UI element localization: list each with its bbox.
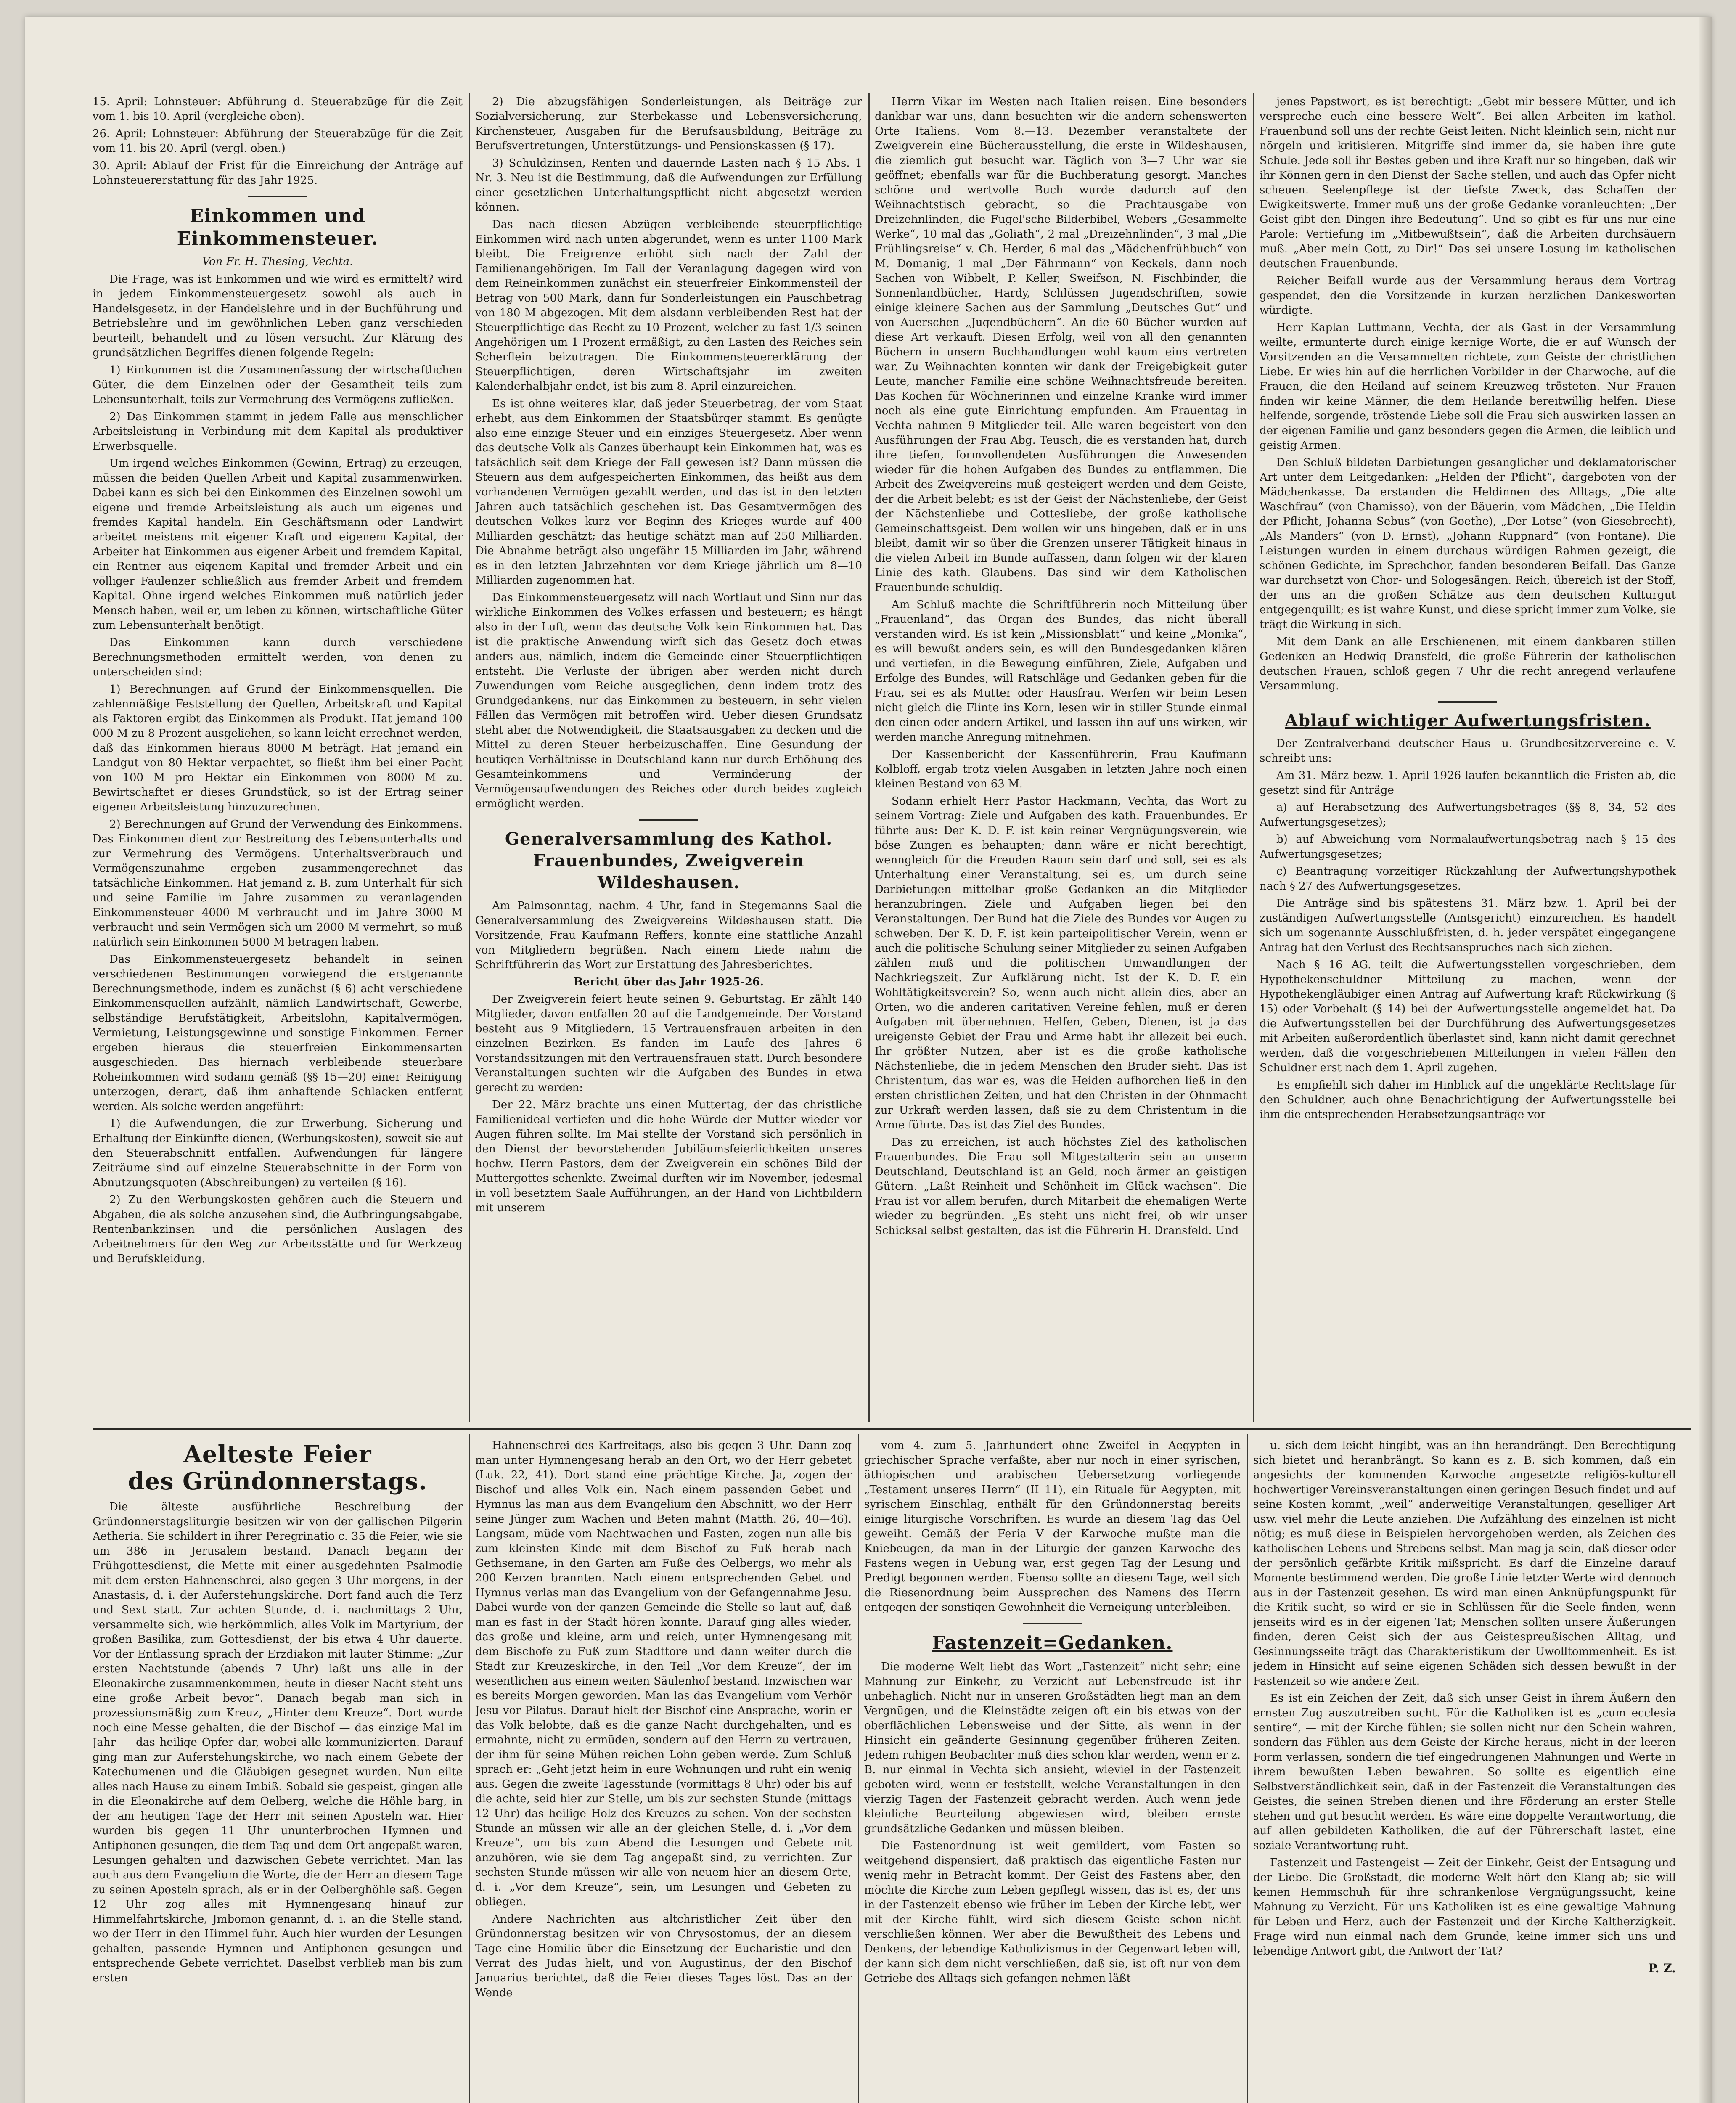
column-rule [858, 1434, 859, 2103]
article-paragraph: b) auf Abweichung vom Normalaufwertungsbetrag nach § 15 des Aufwertungsgesetzes; [1260, 833, 1676, 861]
column-4-top [1260, 95, 1676, 1424]
column-rule [1253, 93, 1254, 1422]
article-paragraph: Andere Nachrichten aus altchristlicher Zeit über den Gründonnerstag besitzen wir von Chrysostomus, der an diesem Tage eine Homilie über die Einsetzung der Eucharistie und den Verrat des Judas hielt, und von Augustinus, der den Bischof Januarius berichtet, daß die Feier dieses Tages löst. Das an der Wende [475, 1913, 852, 1999]
column-2-bottom [475, 1438, 852, 2103]
article-title: Ablauf wichtiger Aufwertungsfristen. [1285, 711, 1651, 731]
article-paragraph: Am Schluß machte die Schriftführerin noch Mitteilung über „Frauenland“, das Organ des Bundes, das nicht überall verstanden wird. Es ist kein „Missionsblatt“ und keine „Monika“, es will bewußt anders sein, es will den Bundesgedanken klären und vertiefen, in die Bewegung einführen, Ziele, Aufgaben und Erfolge des Bundes, will Ratschläge und Gedanken geben für die Frau, sei es als Mutter oder Hausfrau. Werfen wir beim Lesen nicht gleich die Flinte ins Korn, lesen wir in stiller Stunde einmal den einen oder andern Artikel, und lassen ihn auf uns wirken, wir werden manche Anregung mitnehmen. [875, 599, 1247, 744]
article-paragraph: Der 22. März brachte uns einen Muttertag, der das christliche Familienideal vertiefen und die hohe Würde der Mutter wieder vor Augen führen sollte. Im Mai stellte der Vorstand sich persönlich in den Dienst der bevorstehenden Jubiläumsfeierlichkeiten unseres hochw. Herrn Pastors, dem der Zweigverein ein schönes Bild der Muttergottes schenkte. Zweimal durften wir im November, jedesmal in voll besetztem Saale Aufführungen, an der Hand von Lichtbildern mit unserem [475, 1099, 862, 1214]
article-paragraph: Am Palmsonntag, nachm. 4 Uhr, fand in Stegemanns Saal die Generalversammlung des Zweigvereins Wildeshausen statt. Die Vorsitzende, Frau Kaufmann Reffers, konnte eine stattliche Anzahl von Mitgliedern begrüßen. Nach einem Liede nahm die Schriftführerin das Wort zur Erstattung des Jahresberichtes. [475, 900, 862, 971]
article-paragraph: c) Beantragung vorzeitiger Rückzahlung der Aufwertungshypothek nach § 27 des Aufwertungsgesetzes. [1260, 865, 1676, 893]
article-paragraph: Der Kassenbericht der Kassenführerin, Frau Kaufmann Kolbloff, ergab trotz vielen Ausgaben in letzten Jahre noch einen kleinen Bestand von 63 M. [875, 748, 1247, 790]
article-title: Generalversammlung des Kathol. Frauenbundes, Zweigverein Wildeshausen. [505, 829, 833, 893]
tax-date-item: 26. April: Lohnsteuer: Abführung der Steuerabzüge für die Zeit vom 11. bis 20. April (vergl. oben.) [93, 127, 463, 155]
article-paragraph: Das nach diesen Abzügen verbleibende steuerpflichtige Einkommen wird nach unten abgerundet, wenn es unter 1100 Mark bleibt. Die Freigrenze erhöht sich nach der Zahl der Familienangehörigen. Im Fall der Veranlagung dagegen wird von dem Reineinkommen zunächst ein steuerfreier Einkommensteil der Betrag von 500 Mark, dann für Sonderleistungen ein Pauschbetrag von 180 M abgezogen. Mit dem alsdann verbleibenden Rest hat der Steuerpflichtige das Recht zu 10 Prozent, welcher zu fast 1/3 seinen Angehörigen um 1 Prozent ermäßigt, zu den Lasten des Reiches sein Scherflein beizutragen. Die Einkommensteuererklärung der Steuerpflichtigen, deren Wirtschaftsjahr im zweiten Kalenderhalbjahr endet, ist bis zum 8. April einzureichen. [475, 218, 862, 393]
article-paragraph: Die moderne Welt liebt das Wort „Fastenzeit“ nicht sehr; eine Mahnung zur Einkehr, zu Verzicht auf Lebensfreude ist ihr unbehaglich. Nicht nur in unseren Großstädten liegt man an dem Vergnügen, und die Kleinstädte zeigen oft ein bis etwas von der oberflächlichen Lebensweise und der Sitte, als wenn in der Hinsicht ein geänderte Gesinnung gegenüber früheren Zeiten. Jedem ruhigen Beobachter muß dies schon klar werden, wenn er z. B. nur einmal in Vechta sich ansieht, wieviel in der Fastenzeit geboten wird, wenn er feststellt, welche Veranstaltungen in den vierzig Tagen der Fastenzeit gebracht werden. Auch wenn jede kleinliche Beurteilung abgewiesen wird, bleiben ernste grundsätzliche Gedanken und müssen bleiben. [864, 1661, 1241, 1835]
article-paragraph: Das Einkommensteuergesetz behandelt in seinen verschiedenen Bestimmungen vorwiegend die erstgenannte Berechnungsmethode, indem es zunächst (§ 6) acht verschiedene Einkommensquellen aufzählt, nämlich Landwirtschaft, Gewerbe, selbständige Berufstätigkeit, Arbeitslohn, Kapitalvermögen, Vermietung, Leistungsgewinne und sonstige Einkommen. Ferner ergeben hieraus die steuerfreien Einkommensarten ausgeschieden. Das hiernach verbleibende steuerbare Roheinkommen wird sodann gemäß (§§ 15—20) einer Reinigung unterzogen, derart, daß ihm anhaftende Schlacken entfernt werden. Als solche werden angeführt: [93, 953, 463, 1113]
column-rule [469, 93, 470, 1422]
article-paragraph: Reicher Beifall wurde aus der Versammlung heraus dem Vortrag gespendet, den die Vorsitzende in kurzen herzlichen Dankesworten würdigte. [1260, 275, 1676, 317]
article-paragraph: u. sich dem leicht hingibt, was an ihn herandrängt. Den Berechtigung sich bietet und heranbrängt. So kann es z. B. sich kommen, daß ein angesichts der kommenden Karwoche angesetzte religiös-kulturell hochwertiger Vereinsveranstaltungen einen geringen Besuch findet und auf seine Kosten kommt, „weil“ anderweitige Veranstaltungen, geselliger Art usw. viel mehr die Leute anziehen. Die Aufzählung des einzelnen ist nicht nötig; es muß diese in Beispielen hervorgehoben werden, als Zeichen des katholischen Lebens und Strebens selbst. Man mag ja sein, daß dieser oder der persönlich gefärbte Kritik mißspricht. Es darf die Einzelne darauf Momente bestimmend werden. Die große Linie letzter Werte wird dennoch aus in der Fastenzeit gesehen. Es wird man einen Anknüpfungspunkt für die Kritik sucht, so wird er sie in Schlüssen für die Seele finden, wenn jenseits wird es in der eigenen Tat; Menschen sollten unsere Äußerungen finden, deren Geist sich der aus Geistespreußischen Alltag, und Gesinnungsseite trägt das Charakteristikum der Uwolltommenheit. Es ist jedem in Hinsicht auf seine eigenen Schäden sich dessen bewußt in der Fastenzeit so wie andere Zeit. [1253, 1439, 1676, 1687]
article-paragraph: Herrn Vikar im Westen nach Italien reisen. Eine besonders dankbar war uns, dann besuchten wir die andern sehenswerten Orte Italiens. Vom 8.—13. Dezember veranstaltete der Zweigverein eine Bücherausstellung, die erste in Wildeshausen, die ziemlich gut besucht war. Täglich von 3—7 Uhr war sie geöffnet; ebenfalls war für die Buchberatung gesorgt. Manches schöne und wertvolle Buch wurde dadurch auf den Weihnachtstisch gebracht, so die Prachtausgabe von Dreizehnlinden, die Fugel'sche Bilderbibel, Webers „Gesammelte Werke“, 10 mal das „Goliath“, 2 mal „Dreizehnlinden“, 3 mal „Die Frühlingsreise“ v. Ch. Herder, 6 mal das „Mädchenfrühbuch“ von M. Domanig, 1 mal „Der Fährmann“ von Keckels, dann noch Sachen von Wibbelt, P. Keller, Sweifson, N. Fischbinder, die Sonnenlandbücher, Hardy, Schlüssen Jugendschriften, sowie einige kleinere Sachen aus der Sammlung „Deutsches Gut“ und von Auerschen „Jugendbüchern“. An die 60 Bücher wurden auf diese Art verkauft. Diesen Erfolg, weil von all den genannten Büchern in unsern Buchhandlungen wohl kaum eins vertreten war. Zu Weihnachten konnten wir dank der Freigebigkeit guter Leute, mancher Familie eine schöne Weihnachtsfreude bereiten. Das Kochen für Wöchnerinnen und einzelne Kranke wird immer noch als eine gute Einrichtung empfunden. Am Frauentag in Vechta nahmen 9 Mitglieder teil. Alle waren begeistert von den Ausführungen der Frau Abg. Teusch, die es verstanden hat, durch ihre tiefen, formvollendeten Ausführungen die Anwesenden wieder für die hohen Aufgaben des Bundes zu entflammen. Die Arbeit des Zweigvereins muß gesteigert werden und dem Geiste, der die Arbeit belebt; es ist der Geist der Nächstenliebe, der Geist der Nächstenliebe und Gottesliebe, der große katholische Gemeinschaftsgeist. Dem wollen wir uns hingeben, daß er in uns bleibt, damit wir so über die Grenzen unserer Tätigkeit hinaus in die vielen Arbeit im Bunde auffassen, dann folgen wir der klaren Linie des kath. Glaubens. Das sind wir dem Katholischen Frauenbunde schuldig. [875, 95, 1247, 594]
page-binding-edge [1699, 17, 1712, 2103]
article-paragraph: Herr Kaplan Luttmann, Vechta, der als Gast in der Versammlung weilte, ermunterte durch einige kernige Worte, die er auf Wunsch der Vorsitzenden an die Versammelten richtete, zum Geiste der christlichen Liebe. Er wies hin auf die herrlichen Vorbilder in der Charwoche, auf die Frauen, die den Heiland auf seinem Kreuzweg trösteten. Nur Frauen finden wir keine Männer, die dem Heilande bereitwillig helfen. Diese helfende, sorgende, tröstende Liebe soll die Frau sich auswirken lassen an der eigenen Familie und ganz besonders gegen die Armen, die leiblich und geistig Armen. [1260, 321, 1676, 452]
article-paragraph: Hahnenschrei des Karfreitags, also bis gegen 3 Uhr. Dann zog man unter Hymnengesang herab an den Ort, wo der Herr gebetet (Luk. 22, 41). Dort stand eine prächtige Kirche. Ja, zogen der Bischof und alles Volk ein. Nach einem passenden Gebet und Hymnus las man aus dem Evangelium den Abschnitt, wo der Herr seine Jünger zum Wachen und Beten mahnt (Matth. 26, 40—46). Langsam, müde vom Nachtwachen und Fasten, zogen nun alle bis zum kleinsten Kinde mit dem Bischof zu Fuß herab nach Gethsemane, in den Garten am Fuße des Oelbergs, wo mehr als 200 Kerzen brannten. Nach einem entsprechenden Gebet und Hymnus verlas man das Evangelium von der Gefangennahme Jesu. Dabei wurde von der ganzen Gemeinde die Stelle so laut auf, daß man es fast in der Stadt hören konnte. Darauf ging alles wieder, das große und kleine, arm und reich, unter Hymnengesang mit dem Bischofe zu Fuß zum Stadttore und dann weiter durch die Stadt zur Kreuzeskirche, in den Teil „Vor dem Kreuze“, der im wesentlichen aus einem weiten Säulenhof bestand. Inzwischen war es bereits Morgen geworden. Man las das Evangelium vom Verhör Jesu vor Pilatus. Darauf hielt der Bischof eine Ansprache, worin er das Volk belobte, daß es die ganze Nacht durchgehalten, und es ermahnte, nicht zu ermüden, sondern auf den Herrn zu vertrauen, der ihm für seine Mühen reichen Lohn geben werde. Zum Schluß sprach er: „Geht jetzt heim in eure Wohnungen und ruht ein wenig aus. Gegen die zweite Tagesstunde (vormittags 8 Uhr) oder bis auf die achte, seid hier zur Stelle, um bis zur sechsten Stunde (mittags 12 Uhr) das heilige Holz des Kreuzes zu sehen. Von der sechsten Stunde an müssen wir alle an der gleichen Stelle, d. i. „Vor dem Kreuze“, um bis zum Abend die Lesungen und Gebete mit anzuhören, wie sie dem Tag angepaßt sind, zu verrichten. Zur sechsten Stunde müssen wir alle von neuem hier an diesem Orte, d. i. „Vor dem Kreuze“, sein, um Lesungen und Gebeten zu obliegen. [475, 1439, 852, 1908]
article-paragraph: Das Einkommensteuergesetz will nach Wortlaut und Sinn nur das wirkliche Einkommen des Volkes erfassen und besteuern; es hängt also in der Luft, wenn das deutsche Volk kein Einkommen hat. Das ist die praktische Anwendung wirft sich das Gesetz doch etwas anders aus, nämlich, indem die Gemeinde einer Steuerpflichtigen entsteht. Die Verluste der übrigen aber werden nicht durch Zuwendungen vom Reiche ausgeglichen, denn indem trotz des Grundgedankens, nur das Einkommen zu besteuern, in sehr vielen Fällen das Vermögen mit betroffen wird. Ueber diesen Grundsatz steht aber die Notwendigkeit, die Staatsausgaben zu decken und die Mittel zu deren Steuer herbeizuschaffen. Eine Gesundung der heutigen Verhältnisse in Deutschland kann nur durch Erhöhung des Gesamteinkommens und Verminderung der Vermögensaufwendungen des Reiches oder durch beides zugleich ermöglicht werden. [475, 591, 862, 810]
article-paragraph: a) auf Herabsetzung des Aufwertungsbetrages (§§ 8, 34, 52 des Aufwertungsgesetzes); [1260, 801, 1676, 829]
article-paragraph: Am 31. März bezw. 1. April 1926 laufen bekanntlich die Fristen ab, die gesetzt sind für Anträge [1260, 769, 1676, 797]
article-paragraph: 1) Berechnungen auf Grund der Einkommensquellen. Die zahlenmäßige Feststellung der Quellen, Arbeitskraft und Kapital als Faktoren ergibt das Einkommen als Produkt. Hat jemand 100 000 M zu 8 Prozent ausgeliehen, so kann leicht errechnet werden, daß das Einkommen hieraus 8000 M beträgt. Hat jemand ein Landgut von 80 Hektar verpachtet, so fließt ihm bei einer Pacht von 100 M pro Hektar ein Einkommen von 8000 M zu. Bewirtschaftet er dieses Grundstück, so ist der Ertrag seiner eigenen Arbeitsleistung hinzuzurechnen. [93, 683, 463, 813]
separator [1438, 701, 1497, 703]
article-title: Fastenzeit=Gedanken. [932, 1632, 1173, 1654]
article-paragraph: Sodann erhielt Herr Pastor Hackmann, Vechta, das Wort zu seinem Vortrag: Ziele und Aufgaben des kath. Frauenbundes. Er führte aus: Der K. D. F. ist kein reiner Vergnügungsverein, wie böse Zungen es behaupten; dann wäre er nicht berechtigt, wenngleich für die Freuden Raum sein darf und soll, sei es als Unterhaltung einer Veranstaltung, sei es, um durch seine Darbietungen mittelbar große Gedanken an die Mitglieder heranzubringen. Ziele und Aufgaben liegen bei den Veranstaltungen. Der Bund hat die Ziele des Bundes vor Augen zu schweben. Der K. D. F. ist kein parteipolitischer Verein, wenn er auch die politische Schulung seiner Mitglieder zu seinen Aufgaben zählen muß und die politischen Umwandlungen der Nachkriegszeit. Zur Aufklärung nicht. Ist der K. D. F. ein Wohltätigkeitsverein? So, wenn auch nicht allein dies, aber an Orten, wo die anderen caritativen Vereine fehlen, muß er deren Aufgaben mit übernehmen. Helfen, Geben, Dienen, ist ja das ureigenste Gebiet der Frau und Arme habt ihr allezeit bei euch. Ihr größter Nutzen, aber ist es die große katholische Nächstenliebe, die in jedem Menschen den Bruder sieht. Das ist Christentum, das war es, was die Heiden aufhorchen ließ in den ersten christlichen Zeiten, und hat den Christen in der Ohnmacht zur Urkraft werden lassen, daß sie zu dem Christentum in die Arme führte. Das ist das Ziel des Bundes. [875, 795, 1247, 1131]
article-title: Aelteste Feier [183, 1441, 372, 1468]
article-paragraph: Das Einkommen kann durch verschiedene Berechnungsmethoden ermittelt werden, von denen zu unterscheiden sind: [93, 636, 463, 678]
column-1-bottom [93, 1438, 463, 2103]
report-subheading: Bericht über das Jahr 1925-26. [573, 976, 764, 988]
article-paragraph: jenes Papstwort, es ist berechtigt: „Gebt mir bessere Mütter, und ich verspreche euch eine bessere Welt“. Bei allen Arbeiten im kathol. Frauenbund soll uns der rechte Geist leiten. Nicht kleinlich sein, nicht nur nörgeln und kritisieren. Mitgriffe sind immer da, sie haben ihre gute Schule. Jede soll ihr Bestes geben und ihre Kraft nur so hingeben, daß wir ihr Können gern in den Dienst der Sache stellen, und auch das Opfer nicht scheuen. Seelenpflege ist der tiefste Zweck, das Schaffen der Ewigkeitswerte. Immer muß uns der große Gedanke voranleuchten: „Der Geist gibt den Dingen ihre Bedeutung“. Und so gibt es für uns nur eine Parole: Vertiefung im „Mitbewußtsein“, daß die Arbeiten durchsäuern muß. „Aber mein Gott, zu Dir!“ Das sei unsere Losung im katholischen deutschen Frauenbunde. [1260, 95, 1676, 270]
article-paragraph: Die älteste ausführliche Beschreibung der Gründonnerstagsliturgie besitzen wir von der gallischen Pilgerin Aetheria. Sie schildert in ihrer Peregrinatio c. 35 die Feier, wie sie um 386 in Jerusalem bestand. Danach begann der Frühgottesdienst, die Mette mit einer ausgedehnten Psalmodie mit dem ersten Hahnenschrei, also gegen 3 Uhr morgens, in der Anastasis, d. i. der Auferstehungskirche. Dort fand auch die Terz und Sext statt. Zur achten Stunde, d. i. nachmittags 2 Uhr, versammelte sich, wie herkömmlich, alles Volk im Martyrium, der großen Basilika, zum Gottesdienst, der bis etwa 4 Uhr dauerte. Vor der Entlassung sprach der Erzdiakon mit lauter Stimme: „Zur ersten Nachtstunde (abends 7 Uhr) laßt uns alle in der Eleonakirche zusammenkommen, heute in dieser Nacht steht uns eine große Arbeit bevor“. Danach begab man sich in prozessionsmäßig zum Kreuz, „Hinter dem Kreuze“. Dort wurde noch eine Messe gehalten, die der Bischof — das einzige Mal im Jahr — das heilige Opfer dar, wobei alle kommunizierten. Darauf ging man zur Auferstehungskirche, wo nach einem Gebete der Katechumenen und die Gläubigen gesegnet wurden. Nun eilte alles nach Hause zu einem Imbiß. Sobald sie gespeist, gingen alle in die Eleonakirche auf dem Oelberg, welche die Höhle barg, in der am heutigen Tage der Herr mit seinen Aposteln war. Hier wurden bis gegen 11 Uhr ununterbrochen Hymnen und Antiphonen gesungen, die dem Tag und dem Ort angepaßt waren, Lesungen gehalten und dazwischen Gebete verrichtet. Man las auch aus dem Evangelium die Worte, die der Herr an diesem Tage zu seinen Aposteln sprach, als er in der Oelberghöhle saß. Gegen 12 Uhr zog alles mit Hymnengesang hinauf zur Himmelfahrtskirche, Jmbomon genannt, d. i. an die Stelle stand, wo der Herr in den Himmel fuhr. Auch hier wurden der Lesungen gehalten, passende Hymnen und Antiphonen gesungen und entsprechende Gebete verrichtet. Daselbst verblieb man bis zum ersten [93, 1501, 463, 1984]
separator [639, 819, 698, 821]
article-paragraph: 2) Berechnungen auf Grund der Verwendung des Einkommens. Das Einkommen dient zur Bestreitung des Lebensunterhalts und zur Vermehrung des Vermögens. Unterhaltsverbrauch und Vermögenszunahme ergeben zusammengerechnet das tatsächliche Einkommen. Hat jemand z. B. zum Unterhalt für sich und seine Familie im Jahre zusammen zu veranlagenden Einkommensteuer 4000 M verbraucht und im Jahre 3000 M verbraucht und sein Vermögen sich um 2000 M vermehrt, so muß natürlich sein Einkommen 5000 M betragen haben. [93, 818, 463, 948]
article-byline: Von Fr. H. Thesing, Vechta. [202, 255, 353, 268]
article-paragraph: Mit dem Dank an alle Erschienenen, mit einem dankbaren stillen Gedenken an Hedwig Dransfeld, die große Führerin der katholischen deutschen Frauen, schloß gegen 7 Uhr die recht anregend verlaufene Versammlung. [1260, 636, 1676, 692]
article-paragraph: Die Fastenordnung ist weit gemildert, vom Fasten so weitgehend dispensiert, daß praktisch das eigentliche Fasten nur wenig mehr in Betracht kommt. Der Geist des Fastens aber, den möchte die Kirche zum Leben gepflegt wissen, das ist es, der uns in der Fastenzeit ebenso wie früher im Leben der Kirche lebt, wer mit der Kirche fühlt, wird sich diesem Geiste schon nicht verschließen können. Wer aber die Bewußtheit des Lebens und Denkens, der lebendige Katholizismus in der Gegenwart leben will, der kann sich dem nicht verschließen, daß sie, ist oft nur von dem Getriebe des Alltags sich gefangen nehmen läßt [864, 1840, 1241, 1985]
article-paragraph: 2) Das Einkommen stammt in jedem Falle aus menschlicher Arbeitsleistung in Verbindung mit dem Kapital als produktiver Erwerbsquelle. [93, 411, 463, 453]
article-paragraph: 2) Die abzugsfähigen Sonderleistungen, als Beiträge zur Sozialversicherung, zur Sterbekasse und Lebensversicherung, Kirchensteuer, Ausgaben für die Berufsausbildung, Beiträge zu Berufsvertretungen, Unterstützungs- und Pensionskassen (§ 17). [475, 95, 862, 152]
separator [248, 196, 307, 197]
article-paragraph: Es empfiehlt sich daher im Hinblick auf die ungeklärte Rechtslage für den Schuldner, auch ohne Benachrichtigung der Aufwertungsstelle bei ihm die entsprechenden Herabsetzungsanträge vor [1260, 1079, 1676, 1121]
column-3-top [875, 95, 1247, 1424]
article-title: Einkommen und Einkommensteuer. [177, 205, 378, 249]
author-signature: P. Z. [1648, 1961, 1676, 1975]
article-paragraph: 2) Zu den Werbungskosten gehören auch die Steuern und Abgaben, die als solche anzusehen sind, die Aufbringungsabgabe, Rentenbankzinsen und die persönlichen Auslagen des Arbeitnehmers für den Weg zur Arbeitsstätte und für Werkzeug und Berufskleidung. [93, 1194, 463, 1265]
article-paragraph: 3) Schuldzinsen, Renten und dauernde Lasten nach § 15 Abs. 1 Nr. 3. Neu ist die Bestimmung, daß die Aufwendungen zur Erfüllung einer gesetzlichen Unterhaltungspflicht nicht abgesetzt werden können. [475, 157, 862, 214]
column-rule [1247, 1434, 1248, 2103]
tax-date-item: 15. April: Lohnsteuer: Abführung d. Steuerabzüge für die Zeit vom 1. bis 10. April (vergleiche oben). [93, 95, 463, 123]
column-4-bottom [1253, 1438, 1676, 2103]
article-paragraph: Der Zweigverein feiert heute seinen 9. Geburtstag. Er zählt 140 Mitglieder, davon entfallen 20 auf die Landgemeinde. Der Vorstand besteht aus 9 Mitgliedern, 15 Vertrauensfrauen arbeiten in den einzelnen Bezirken. Es fanden im Laufe des Jahres 6 Vorstandssitzungen mit den Vertrauensfrauen statt. Durch besondere Veranstaltungen suchten wir die Aufgaben des Bundes in etwa gerecht zu werden: [475, 993, 862, 1094]
column-rule [868, 93, 870, 1422]
tax-date-item: 30. April: Ablauf der Frist für die Einreichung der Anträge auf Lohnsteuererstattung für das Jahr 1925. [93, 159, 463, 187]
column-3-bottom [864, 1438, 1241, 2103]
article-paragraph: Um irgend welches Einkommen (Gewinn, Ertrag) zu erzeugen, müssen die beiden Quellen Arbeit und Kapital zusammenwirken. Dabei kann es sich bei den Einkommen des Einzelnen sowohl um eigene und fremde Arbeitsleistung als auch um eigenes und fremdes Kapital handeln. Ein Geschäftsmann oder Landwirt arbeitet meistens mit eigener Kraft und eigenem Kapital, der Arbeiter hat Einkommen aus eigener Arbeit und fremdem Kapital, ein Rentner aus eigenem Kapital und fremder Arbeit und ein völliger Faulenzer schließlich aus fremder Arbeit und fremdem Kapital. Ohne irgend welches Einkommen muß natürlich jeder Mensch haben, weil er, um leben zu können, wirtschaftliche Güter zum Lebensunterhalt benötigt. [93, 457, 463, 632]
article-paragraph: 1) Einkommen ist die Zusammenfassung der wirtschaftlichen Güter, die dem Einzelnen oder der Gesamtheit teils zum Lebensunterhalt, teils zur Vermehrung des Vermögens zufließen. [93, 364, 463, 406]
article-paragraph: Die Anträge sind bis spätestens 31. März bzw. 1. April bei der zuständigen Aufwertungsstelle (Amtsgericht) einzureichen. Es handelt sich um sogenannte Ausschlußfristen, d. h. jeder verspätet eingegangene Antrag hat den Verlust des Rechtsanspruches nach sich ziehen. [1260, 897, 1676, 954]
article-paragraph: Nach § 16 AG. teilt die Aufwertungsstellen vorgeschrieben, dem Hypothekenschuldner Mitteilung zu machen, wenn der Hypothekengläubiger einen Antrag auf Aufwertung kraft Rückwirkung (§ 15) oder Vorbehalt (§ 14) bei der Aufwertungsstelle angemeldet hat. Da die Aufwertungsstellen bei der Durchführung des Aufwertungsgesetzes mit Arbeiten außerordentlich überlastet sind, kann nicht damit gerechnet werden, daß die vorgeschriebenen Mitteilungen in vielen Fällen den Schuldner erst nach dem 1. April zugehen. [1260, 959, 1676, 1074]
article-paragraph: Die Frage, was ist Einkommen und wie wird es ermittelt? wird in jedem Einkommensteuergesetz sowohl als auch in Handelsgesetz, in der Handelslehre und in der Buchführung und Betriebslehre und im gewöhnlichen Leben ganz verschieden beurteilt, behandelt und zu lösen versucht. Zur Klärung des grundsätzlichen Begriffes dienen folgende Regeln: [93, 273, 463, 359]
section-divider [93, 1428, 1691, 1430]
article-paragraph: Es ist ohne weiteres klar, daß jeder Steuerbetrag, der vom Staat erhebt, aus dem Einkommen der Staatsbürger stammt. Es genügte also eine einzige Steuer und ein einziges Steuergesetz. Aber wenn das deutsche Volk als Ganzes überhaupt kein Einkommen hat, was es tatsächlich seit dem Kriege der Fall gewesen ist? Dann müssen die Steuern aus dem aufgespeicherten Einkommen, das heißt aus dem vorhandenen Vermögen gezahlt werden, und das ist in den letzten Jahren auch tatsächlich geschehen ist. Das Gesamtvermögen des deutschen Volkes kurz vor Beginn des Krieges wurde auf 400 Milliarden geschätzt; das heutige schätzt man auf 250 Milliarden. Die Abnahme beträgt also ungefähr 15 Milliarden im Jahr, während es in den letzten Jahrzehnten vor dem Kriege jährlich um 8—10 Milliarden zugenommen hat. [475, 397, 862, 587]
column-2-top [475, 95, 862, 1424]
article-title-line2: des Gründonnerstags. [128, 1467, 427, 1495]
article-paragraph: Der Zentralverband deutscher Haus- u. Grundbesitzervereine e. V. schreibt uns: [1260, 737, 1676, 765]
article-paragraph: Den Schluß bildeten Darbietungen gesanglicher und deklamatorischer Art unter dem Leitgedanken: „Helden der Pflicht“, dargeboten von der Mädchenkasse. Da erstanden die Heldinnen des Alltags, „Die alte Waschfrau“ (von Chamisso), von der Bäuerin, vom Mädchen, „Die Heldin der Pflicht, Johanna Sebus“ (von Goethe), „Der Lotse“ (von Giesebrecht), „Als Manders“ (von D. Ernst), „Johann Ruppnard“ (von Fontane). Die Leistungen wurden in einem durchaus würdigen Rahmen gezeigt, die schönen Gedichte, im Sprechchor, fanden besonderen Beifall. Das Ganze war durchsetzt von Chor- und Sologesängen. Reich, übereich ist der Stoff, der uns an die großen Schätze aus dem deutschen Kulturgut entgegenquillt; es ist wahre Kunst, und diese spricht immer zum Volke, sie trägt die Wirkung in sich. [1260, 456, 1676, 631]
separator [1023, 1623, 1082, 1624]
article-paragraph: Das zu erreichen, ist auch höchstes Ziel des katholischen Frauenbundes. Die Frau soll Mitgestalterin sein an unserm Deutschland, Deutschland ist an Geld, noch ärmer an geistigen Gütern. „Laßt Reinheit und Schönheit im Glück wachsen“. Die Frau ist vor allem berufen, durch Mitarbeit die ehemaligen Werte wieder zu begründen. „Es steht uns nicht frei, ob wir unser Schicksal selbst gestalten, das ist die Führerin H. Dransfeld. Und [875, 1136, 1247, 1237]
article-paragraph: Es ist ein Zeichen der Zeit, daß sich unser Geist in ihrem Äußern den ernsten Zug auszutreiben sucht. Für die Katholiken ist es „cum ecclesia sentire“, — mit der Kirche fühlen; sie sollen nicht nur den Schein wahren, sondern das Fühlen aus dem Geiste der Kirche heraus, nicht in der leeren Form verlassen, sondern die tief eingedrungenen Mahnungen und Werte in ihrem bewußten Leben bewahren. So sollte es eigentlich eine Selbstverständlichkeit sein, daß in der Fastenzeit die Veranstaltungen des Geistes, die seinen Streben dienen und ihre Förderung an erster Stelle stehen und gut besucht werden. Es wäre eine doppelte Verantwortung, die auf allen gebildeten Katholiken, die auf der Führerschaft lastet, eine soziale Verantwortung ruht. [1253, 1692, 1676, 1852]
article-paragraph: 1) die Aufwendungen, die zur Erwerbung, Sicherung und Erhaltung der Einkünfte dienen, (Werbungskosten), soweit sie auf den Steuerabschnitt entfallen. Aufwendungen für längere Zeiträume sind auf einzelne Steuerabschnitte in der Form von Abnutzungsquoten (Abschreibungen) zu verteilen (§ 16). [93, 1118, 463, 1189]
column-1-top [93, 95, 463, 1424]
column-rule [469, 1434, 470, 2103]
article-paragraph: vom 4. zum 5. Jahrhundert ohne Zweifel in Aegypten in griechischer Sprache verfaßte, aber nur noch in einer syrischen, äthiopischen und arabischen Uebersetzung vorliegende „Testament unseres Herrn“ (II 11), ein Rituale für Aegypten, mit syrischem Einschlag, enthält für den Gründonnerstag bereits einige liturgische Vorschriften. Es wurde an diesem Tag das Oel geweiht. Gemäß der Feria V der Karwoche mußte man die Kniebeugen, da man in der Liturgie der ganzen Karwoche des Fastens wegen in Uebung war, erst gegen Tag der Lesung und Predigt begonnen werden. Ebenso sollte an diesem Tage, weil sich die Riesenordnung beim Aussprechen des Namens des Herrn entgegen der sonstigen Gewohnheit die Verneigung unterbleiben. [864, 1439, 1241, 1614]
article-paragraph: Fastenzeit und Fastengeist — Zeit der Einkehr, Geist der Entsagung und der Liebe. Die Großstadt, die moderne Welt hört den Klang ab; sie will keinen Hemmschuh für ihre schrankenlose Vergnügungssucht, keine Mahnung zu Verzicht. Für uns Katholiken ist es eine gewaltige Mahnung für Leben und Herz, auch der Fastenzeit und der Kirche Kaltherzigkeit. Frage wird nun einmal nach dem Grunde, keine immer sich uns und lebendige Antwort gibt, die Antwort der Tat? [1253, 1857, 1676, 1957]
